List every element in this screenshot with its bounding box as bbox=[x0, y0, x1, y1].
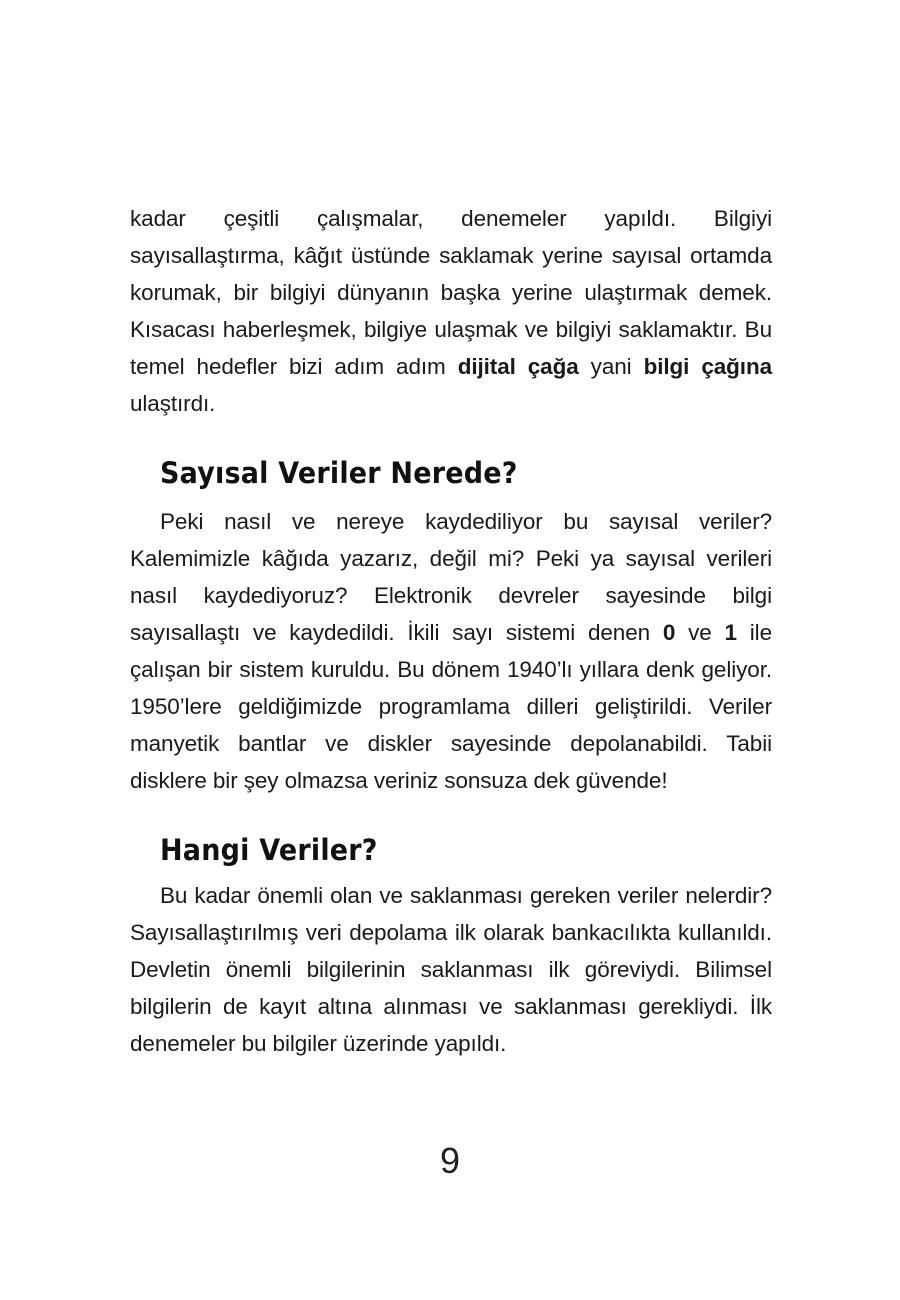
paragraph-sayisal-text-3: ile çalışan bir sistem kuruldu. Bu dönem 1940’lı yıllara denk geliyor. 1950’lere geldiğimizde programlama dilleri geliştirildi. Veriler manyetik bantlar ve diskler sayesinde depolanabildi. Tabii disklere bir şey olmazsa veriniz sonsuza dek güvende! bbox=[130, 620, 772, 793]
section-heading-hangi-veriler: Hangi Veriler? bbox=[160, 834, 378, 868]
paragraph-intro-text-2: yani bbox=[578, 354, 644, 379]
paragraph-sayisal-veriler bbox=[130, 503, 772, 799]
paragraph-sayisal-text-1: Peki nasıl ve nereye kaydediliyor bu sayısal veriler? Kalemimizle kâğıda yazarız, değil mi? Peki ya sayısal verileri nasıl kaydediyoruz? Elektronik devreler sayesinde bilgi sayısallaştı ve kaydedildi. İkili sayı sistemi denen bbox=[130, 509, 772, 645]
paragraph-intro-text-1: kadar çeşitli çalışmalar, denemeler yapıldı. Bilgiyi sayısallaştırma, kâğıt üstünde saklamak yerine sayısal ortamda korumak, bir bilgiyi dünyanın başka yerine ulaştırmak demek. Kısacası haberleşmek, bilgiye ulaşmak ve bilgiyi saklamaktır. Bu temel hedefler bizi adım adım bbox=[130, 206, 772, 379]
bold-term-dijital-caga: dijital çağa bbox=[457, 354, 579, 379]
section-heading-sayisal-veriler: Sayısal Veriler Nerede? bbox=[160, 457, 518, 491]
paragraph-sayisal-text-2: ve bbox=[675, 620, 725, 645]
paragraph-hangi-text: Bu kadar önemli olan ve saklanması gereken veriler nelerdir? Sayısallaştırılmış veri depolama ilk olarak bankacılıkta kullanıldı. Devletin önemli bilgilerinin saklanması ilk göreviydi. Bilimsel bilgilerin de kayıt altına alınması ve saklanması gerekliydi. İlk denemeler bu bilgiler üzerinde yapıldı. bbox=[130, 883, 772, 1056]
bold-digit-zero: 0 bbox=[662, 620, 676, 645]
paragraph-hangi-veriler bbox=[130, 877, 772, 1062]
bold-digit-one: 1 bbox=[724, 620, 737, 645]
bold-term-bilgi-cagina: bilgi çağına bbox=[643, 354, 772, 379]
page-number: 9 bbox=[439, 1140, 461, 1181]
paragraph-intro-text-3: ulaştırdı. bbox=[130, 391, 216, 416]
paragraph-intro bbox=[130, 200, 772, 422]
